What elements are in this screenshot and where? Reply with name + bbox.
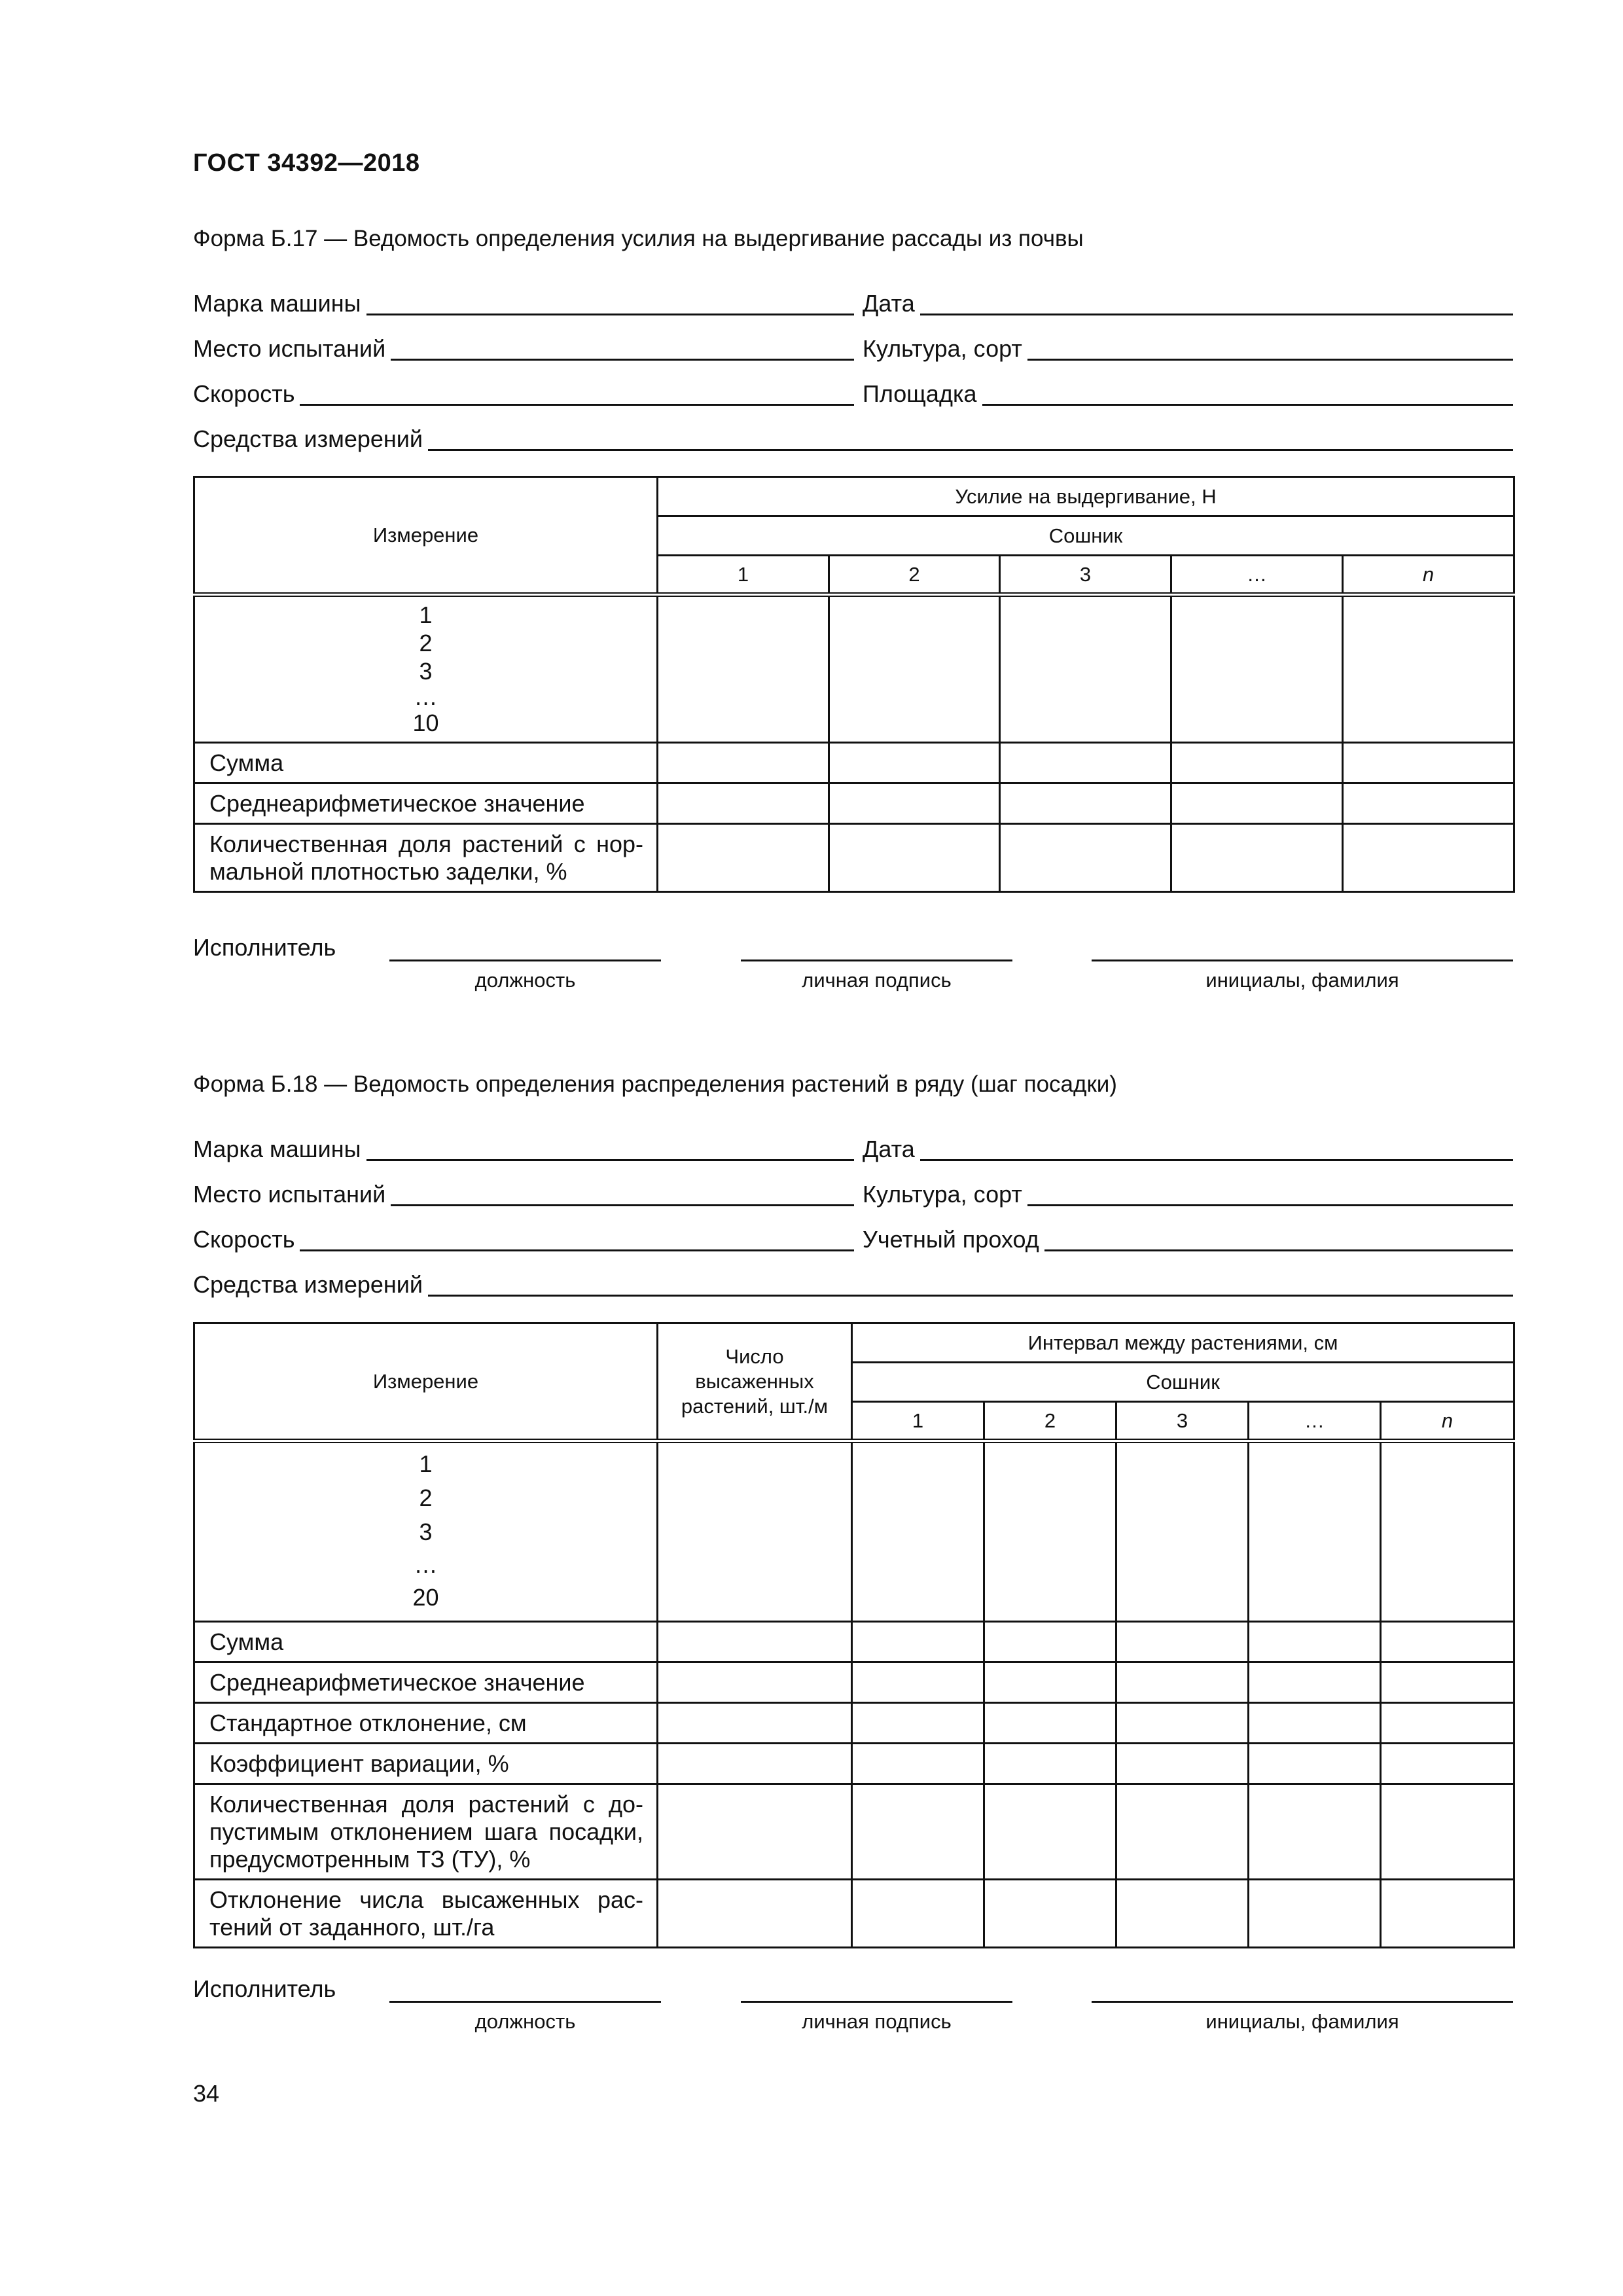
form18-machine-input[interactable] bbox=[366, 1137, 854, 1161]
form18-cell[interactable] bbox=[1381, 1622, 1514, 1662]
form17-meas-3: 3 bbox=[419, 658, 433, 685]
form17-cell[interactable] bbox=[1000, 824, 1171, 892]
form18-instruments-label: Средства измерений bbox=[193, 1271, 423, 1298]
form17-speed-input[interactable] bbox=[300, 382, 854, 406]
form18-cell[interactable] bbox=[1116, 1703, 1249, 1744]
form18-position-line[interactable] bbox=[389, 2001, 661, 2003]
form18-group-header: Интервал между растениями, см bbox=[852, 1323, 1514, 1363]
form17-test-place-field[interactable] bbox=[193, 332, 854, 361]
form18-cell[interactable] bbox=[1116, 1441, 1249, 1622]
form18-cell[interactable] bbox=[658, 1744, 852, 1784]
form17-instruments-label: Средства измерений bbox=[193, 425, 423, 452]
form17-title: Форма Б.17 — Ведомость определения усилия на выдергивание рассады из почвы bbox=[193, 226, 1084, 251]
form18-cell[interactable] bbox=[1381, 1703, 1514, 1744]
form17-crop-input[interactable] bbox=[1027, 336, 1513, 361]
form18-cell[interactable] bbox=[852, 1744, 984, 1784]
form17-cell[interactable] bbox=[1343, 743, 1514, 783]
form17-speed-field[interactable] bbox=[193, 377, 854, 406]
form17-measurement-numbers bbox=[194, 595, 658, 743]
document-code: ГОСТ 34392—2018 bbox=[193, 149, 420, 177]
form18-instruments-input[interactable] bbox=[428, 1272, 1513, 1297]
form18-pass-field[interactable] bbox=[863, 1223, 1513, 1251]
form17-date-label: Дата bbox=[863, 290, 915, 317]
form18-crop-field[interactable] bbox=[863, 1177, 1513, 1206]
form17-col-3: 3 bbox=[1000, 556, 1171, 595]
form18-cell[interactable] bbox=[658, 1880, 852, 1948]
form18-cell[interactable] bbox=[984, 1662, 1116, 1703]
form18-row-variation: Коэффициент вариации, % bbox=[194, 1744, 658, 1784]
form18-cell[interactable] bbox=[1249, 1441, 1381, 1622]
form18-col-1: 1 bbox=[852, 1402, 984, 1441]
form18-table bbox=[193, 1322, 1515, 1948]
form18-cell[interactable] bbox=[658, 1622, 852, 1662]
form18-cell[interactable] bbox=[1249, 1622, 1381, 1662]
form17-cell[interactable] bbox=[829, 743, 1000, 783]
form17-cell[interactable] bbox=[1000, 743, 1171, 783]
form18-cell[interactable] bbox=[852, 1784, 984, 1880]
form17-signature-caption: личная подпись bbox=[802, 969, 952, 992]
form18-cell[interactable] bbox=[658, 1703, 852, 1744]
form17-crop-field[interactable] bbox=[863, 332, 1513, 361]
form17-cell[interactable] bbox=[658, 743, 829, 783]
form18-col-measurement: Измерение bbox=[194, 1323, 658, 1441]
form17-instruments-field[interactable] bbox=[193, 422, 1513, 451]
form18-speed-input[interactable] bbox=[300, 1227, 854, 1251]
form18-name-caption: инициалы, фамилия bbox=[1205, 2010, 1399, 2033]
form18-cell[interactable] bbox=[1249, 1662, 1381, 1703]
form18-cell[interactable] bbox=[658, 1662, 852, 1703]
form18-cell[interactable] bbox=[1116, 1880, 1249, 1948]
form17-row-sum: Сумма bbox=[194, 743, 658, 783]
form18-row-mean: Среднеарифметическое значение bbox=[194, 1662, 658, 1703]
form17-executor-label: Исполнитель bbox=[193, 934, 336, 961]
form17-plot-label: Площадка bbox=[863, 380, 977, 407]
form18-cell[interactable] bbox=[984, 1622, 1116, 1662]
form17-row-share: Количественная доля растений с нор-мальной плотностью заделки, % bbox=[194, 824, 658, 892]
form17-test-place-label: Место испытаний bbox=[193, 335, 386, 362]
form18-cell[interactable] bbox=[852, 1622, 984, 1662]
form17-test-place-input[interactable] bbox=[391, 336, 854, 361]
form17-name-line[interactable] bbox=[1092, 960, 1513, 961]
form18-cell[interactable] bbox=[852, 1880, 984, 1948]
form17-instruments-input[interactable] bbox=[428, 427, 1513, 451]
form18-sub-header: Сошник bbox=[852, 1363, 1514, 1402]
page-number: 34 bbox=[193, 2080, 220, 2107]
form17-cell[interactable] bbox=[1000, 783, 1171, 824]
form18-pass-label: Учетный проход bbox=[863, 1226, 1039, 1253]
form18-cell[interactable] bbox=[1116, 1784, 1249, 1880]
form18-meas-3: 3 bbox=[419, 1518, 433, 1545]
form18-cell[interactable] bbox=[984, 1744, 1116, 1784]
form18-cell[interactable] bbox=[1381, 1880, 1514, 1948]
form18-meas-20: 20 bbox=[412, 1584, 439, 1611]
form18-executor-label: Исполнитель bbox=[193, 1975, 336, 2002]
form18-cell[interactable] bbox=[984, 1880, 1116, 1948]
form18-cell[interactable] bbox=[1116, 1744, 1249, 1784]
form17-cell[interactable] bbox=[658, 595, 829, 743]
form18-cell[interactable] bbox=[1381, 1784, 1514, 1880]
form18-cell[interactable] bbox=[852, 1703, 984, 1744]
form17-row-mean: Среднеарифметическое значение bbox=[194, 783, 658, 824]
form18-cell[interactable] bbox=[1249, 1784, 1381, 1880]
form18-row-sum: Сумма bbox=[194, 1622, 658, 1662]
form18-cell[interactable] bbox=[852, 1662, 984, 1703]
form17-cell[interactable] bbox=[829, 824, 1000, 892]
form18-cell[interactable] bbox=[1116, 1662, 1249, 1703]
form17-table bbox=[193, 476, 1515, 893]
form18-cell[interactable] bbox=[1249, 1703, 1381, 1744]
form17-date-field[interactable] bbox=[863, 287, 1513, 315]
form18-col-count: Число высаженных растений, шт./м bbox=[658, 1323, 852, 1441]
form17-meas-ellipsis: … bbox=[414, 683, 438, 710]
form18-meas-ellipsis: … bbox=[414, 1551, 438, 1578]
form17-col-2: 2 bbox=[829, 556, 1000, 595]
form17-machine-input[interactable] bbox=[366, 291, 854, 315]
form18-meas-1: 1 bbox=[419, 1450, 433, 1477]
form18-measurement-numbers bbox=[194, 1441, 658, 1622]
form18-cell[interactable] bbox=[984, 1703, 1116, 1744]
form17-cell[interactable] bbox=[1171, 824, 1343, 892]
form17-position-line[interactable] bbox=[389, 960, 661, 961]
form17-sub-header: Сошник bbox=[658, 516, 1514, 556]
form17-meas-1: 1 bbox=[419, 601, 433, 628]
form17-cell[interactable] bbox=[1171, 743, 1343, 783]
form18-cell[interactable] bbox=[1116, 1622, 1249, 1662]
form18-machine-field[interactable] bbox=[193, 1132, 854, 1161]
form18-row-share: Количественная доля растений с до-пустимым отклонением шага посадки, предусмотренным ТЗ (ТУ), % bbox=[194, 1784, 658, 1880]
form17-col-1: 1 bbox=[658, 556, 829, 595]
form18-machine-label: Марка машины bbox=[193, 1136, 361, 1162]
form17-cell[interactable] bbox=[1171, 595, 1343, 743]
form18-row-deviation: Отклонение числа высаженных рас-тений от заданного, шт./га bbox=[194, 1880, 658, 1948]
form17-cell[interactable] bbox=[1171, 783, 1343, 824]
form17-cell[interactable] bbox=[1000, 595, 1171, 743]
form18-col-2: 2 bbox=[984, 1402, 1116, 1441]
form18-test-place-input[interactable] bbox=[391, 1182, 854, 1206]
form18-test-place-field[interactable] bbox=[193, 1177, 854, 1206]
form18-date-input[interactable] bbox=[920, 1137, 1513, 1161]
form18-cell[interactable] bbox=[1381, 1662, 1514, 1703]
form18-crop-label: Культура, сорт bbox=[863, 1181, 1022, 1208]
form18-meas-2: 2 bbox=[419, 1484, 433, 1511]
form18-cell[interactable] bbox=[984, 1441, 1116, 1622]
form18-test-place-label: Место испытаний bbox=[193, 1181, 386, 1208]
form17-machine-label: Марка машины bbox=[193, 290, 361, 317]
form17-signature-line[interactable] bbox=[741, 960, 1012, 961]
form18-title: Форма Б.18 — Ведомость определения распределения растений в ряду (шаг посадки) bbox=[193, 1071, 1117, 1097]
form17-meas-10: 10 bbox=[412, 709, 439, 736]
form17-col-n: n bbox=[1343, 556, 1514, 595]
form18-speed-label: Скорость bbox=[193, 1226, 295, 1253]
form18-row-stddev: Стандартное отклонение, см bbox=[194, 1703, 658, 1744]
form17-meas-2: 2 bbox=[419, 630, 433, 656]
form17-machine-field[interactable] bbox=[193, 287, 854, 315]
form17-group-header: Усилие на выдергивание, Н bbox=[658, 477, 1514, 516]
form18-cell[interactable] bbox=[1381, 1744, 1514, 1784]
form17-cell[interactable] bbox=[1343, 595, 1514, 743]
form18-signature-caption: личная подпись bbox=[802, 2010, 952, 2033]
form18-cell[interactable] bbox=[1249, 1744, 1381, 1784]
form18-instruments-field[interactable] bbox=[193, 1268, 1513, 1297]
form17-cell[interactable] bbox=[1343, 783, 1514, 824]
form18-col-3: 3 bbox=[1116, 1402, 1249, 1441]
form17-plot-input[interactable] bbox=[982, 382, 1513, 406]
form17-cell[interactable] bbox=[658, 824, 829, 892]
form18-crop-input[interactable] bbox=[1027, 1182, 1513, 1206]
form18-speed-field[interactable] bbox=[193, 1223, 854, 1251]
form17-cell[interactable] bbox=[829, 783, 1000, 824]
form18-position-caption: должность bbox=[474, 2010, 576, 2033]
form17-position-caption: должность bbox=[474, 969, 576, 992]
form18-date-field[interactable] bbox=[863, 1132, 1513, 1161]
form18-col-ellipsis: … bbox=[1249, 1402, 1381, 1441]
form18-cell[interactable] bbox=[658, 1441, 852, 1622]
form18-pass-input[interactable] bbox=[1044, 1227, 1513, 1251]
form18-name-line[interactable] bbox=[1092, 2001, 1513, 2003]
form17-plot-field[interactable] bbox=[863, 377, 1513, 406]
form17-crop-label: Культура, сорт bbox=[863, 335, 1022, 362]
form18-cell[interactable] bbox=[852, 1441, 984, 1622]
form18-cell[interactable] bbox=[1249, 1880, 1381, 1948]
form18-date-label: Дата bbox=[863, 1136, 915, 1162]
form17-col-ellipsis: … bbox=[1171, 556, 1343, 595]
form17-cell[interactable] bbox=[829, 595, 1000, 743]
form18-cell[interactable] bbox=[1381, 1441, 1514, 1622]
form18-signature-line[interactable] bbox=[741, 2001, 1012, 2003]
form18-cell[interactable] bbox=[984, 1784, 1116, 1880]
form18-cell[interactable] bbox=[658, 1784, 852, 1880]
form17-cell[interactable] bbox=[1343, 824, 1514, 892]
form17-speed-label: Скорость bbox=[193, 380, 295, 407]
form18-col-n: n bbox=[1381, 1402, 1514, 1441]
form17-col-measurement: Измерение bbox=[194, 477, 658, 595]
form17-cell[interactable] bbox=[658, 783, 829, 824]
form17-date-input[interactable] bbox=[920, 291, 1513, 315]
form17-name-caption: инициалы, фамилия bbox=[1205, 969, 1399, 992]
